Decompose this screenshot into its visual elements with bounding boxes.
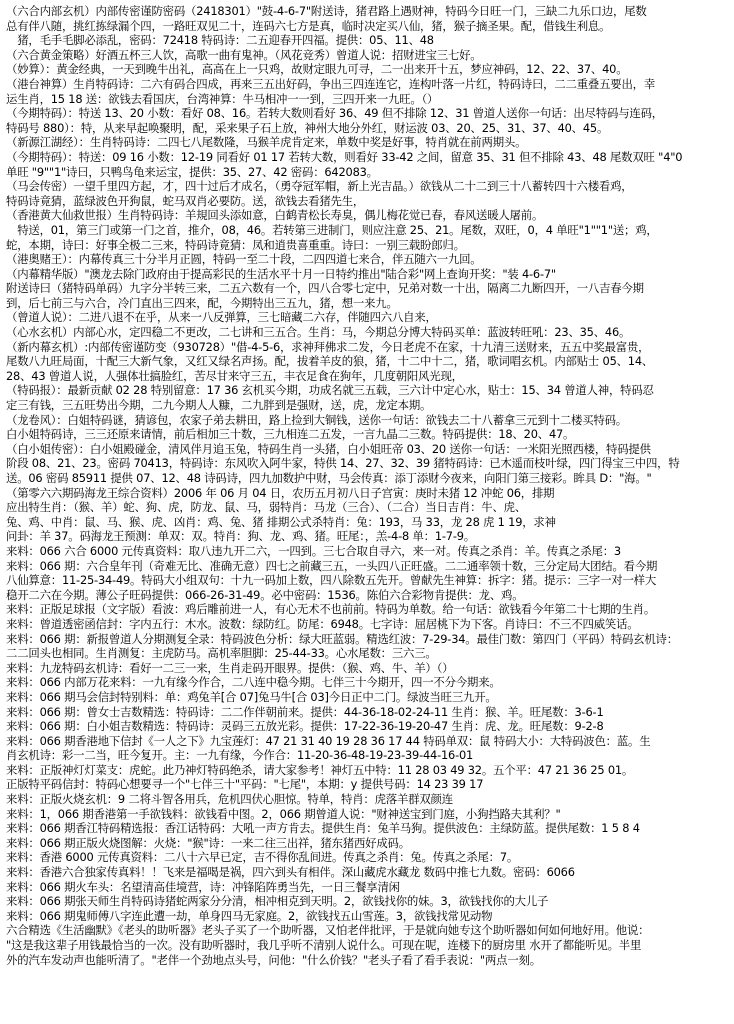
text-line: 来料：九龙特码玄机诗：看好一二三一来，生肖走码开眼界。提供：（猴、鸡、牛、羊）（） [6, 660, 454, 675]
text-line: （白小姐传密）：白小姐殿碰金，清风伴月追玉兔，特码生肖一头猪，白小姐旺帝 03、20 送你一句话：一米阳光照西楼，特码提供 [6, 441, 651, 456]
text-line: 蛇，本期，诗曰：好事全极二三来，特码诗竟猜：凤和逍贵喜重重。诗曰：一别三载盼郎归。 [6, 237, 465, 252]
text-line: 尾数八九旺局面，十配三大新气象，又红又绿名声扬。配，拔着羊皮的狼，猪，十二中十二，猪，歌词唱玄机。内部贴士 05、14、 [6, 354, 654, 369]
text-line: （新内幕玄机）:内部传密谨防变（930728）"借-4-5-6，求神拜佛求二发，今日老虎不在家，十九清三送财来，五五中奖最富贵， [6, 339, 650, 354]
text-line: （妙算）：黄金经典，一天到晚牛出礼，高高在上一只鸡，故财定眼九可寻，二一出来开十五，梦应神码，12、22、37、40。 [6, 62, 628, 77]
text-line: 来料：066 期香港地下信封《一人之下》九宝莲灯：47 21 31 40 19 28 36 17 44 特码单双：鼠 特码大小：大特码波色：蓝。生 [6, 733, 651, 748]
text-line: 特送，01，第三门或第一门之首，推介，08，46。若转第三进制门，则应注意 25、21。尾数，双旺，0，4 单旺"1""1"送；鸡， [6, 222, 658, 237]
text-line [6, 967, 728, 982]
text-line: （马会传密）一望千里四方起，才，四十过后才成名，（勇夺冠军帽，新上光吉晶。）欲钱从二十二到三十八蓄转四十六楼看鸡， [6, 179, 633, 194]
text-line: 来料：066 期鬼师傅八字连此遭一劫，单身四马无家庭。2，欲钱找五山雪莲。3，欲钱找常见动物 [6, 908, 493, 923]
text-line: （港台神算）生肖特码诗：二六有码合四成，再来三五出好码，争出三四连连它，连构叶落一片红，特码诗曰，二二重叠五要出，幸 [6, 76, 656, 91]
text-line: 肖玄机诗：彩一二当，旺今复开。主：一九有缘，今作合：11-20-36-48-19-23-39-44-16-01 [6, 748, 474, 763]
text-line: （六合内部玄机）内部传密谨防密码（2418301）"鼓-4-6-7"附送诗，猪君路上遇财神，特码今日旺一门，三缺二九乐口边，尾数 [6, 4, 647, 18]
text-line: 来料：066 期火车头：名望清高佳境营，诗：冲锋陷阵勇当先，一日三餐享清闲 [6, 879, 400, 894]
text-line: 到，后七前三与六合，冷门直出三四来，配，今期特出三五九，猪，想一来九。 [6, 295, 398, 310]
text-line: 六合精选《生活幽默》《老头的助听器》老头子买了一个助听器，又怕老伴批评，于是就向她专这个助听器如何如何地好用。他说： [6, 923, 650, 938]
text-line: （特码报）：最新贡献 02 28 特别留意：17 36 玄机买今期，功成名就三五载，三六计中定心水，贴士：15、34 曾道人神，特码忍 [6, 383, 654, 398]
text-line: 外的汽车发动声也能听清了。"老伴一个劲地点头号，问他："什么价钱？"老头子看了看手表说："两点一刻。 [6, 952, 541, 967]
text-line: （香港黄大仙救世报）生肖特码诗：羊規回头添如意，白鹤青松长寿臭，偶儿梅花觉已春，春风送暖人屠前。 [6, 208, 544, 223]
text-line: （六合黄金策略）好酒五杯三人饮，高歌一曲有鬼神。（风花竞秀）曾道人说：招财进宝三七好。 [6, 47, 482, 62]
text-line: 来料：曾道透密函信封：字内五行：木水。波数：绿防红。防尾：6948。七字诗：屈居桃下为下客。肖诗曰：不三不四威笑话。 [6, 616, 639, 631]
text-line: 兔、鸡、中肖：鼠、马、猴、虎、凶肖：鸡、兔、猪 排期公式杀特肖：兔：193，马 33，龙 28 虎 1 19，求神 [6, 514, 556, 529]
text-line: 来料：066 期：白小姐吉数精选：特码诗：灵码三五放光彩。提供：17-22-36-19-20-47 生肖：虎、龙。旺尾数：9-2-8 [6, 719, 604, 734]
text-line: 问卦：羊 37。码海龙王预测：单双：双。特肖：狗、龙、鸡、猪。旺尾：，羔-4-8 单：1-7-9。 [6, 529, 475, 544]
text-line: 来料：066 期马会信封特别料：单：鸡兔羊[合 07]兔马牛[合 03]今日正中二门。绿波当旺三九开。 [6, 689, 497, 704]
text-line: （曾道人说）：二进八退不在乎，从来一八反弹算，三七暗藏二六存，伴随四六八自来， [6, 310, 437, 325]
text-line: 总有伴八随，挑红拣绿漏个四，一路旺双见二十，连码六七方是真，临时决定买八仙，猪，猴子摘圣果。配，借钱生利息。 [6, 18, 611, 33]
text-line: 来料：正版足球报（文字版）看波：鸡后雕前进一人，有心无术不也前前。特码为单数。给一句话：欲钱看今年第二十七期的生肖。 [6, 602, 656, 617]
text-line: 阶段 08、21、23。密码 70413，特码诗：东风吹入阿牛家，特供 14、27、32、39 猪特码诗：已木遥而枝叶绿，四门得宝三中四，特 [6, 456, 680, 471]
text-line: 来料：066 期：六合皇年刊（奇难无比、准确无意）四七之前藏三五，一头四八正旺盛。二二通率领十数，三分定局大团结。看今期 [6, 558, 658, 573]
text-line: 送。06 密码 85911 提供 07、12、48 诗码诗，四九加数护中财，马会传真：添丁添财今夜来，向阳门第三接彩。眸具 D："海。" [6, 471, 652, 485]
text-line: （龙卷风）：白姐特码谜，猜谚包，农家子弟去耕田，路上捡到大铜钱，送你一句话：欲钱去二十八蓄拿三元到十二楼买特码。 [6, 412, 627, 427]
text-line [6, 982, 728, 997]
text-line: 二二回头也相同。生肖测复：主虎防马。高机率胆脚：25-44-33。心水尾数：三六三。 [6, 646, 437, 661]
text-line: 来料：正版神灯灯菜支：虎蛇。此乃神灯特码绝杀，请大家参考！神灯五中特：11 28 03 49 32。五个平：47 21 36 25 01。 [6, 762, 634, 777]
text-line: 稳开二六在今期。薄公子旺码提供：066-26-31-49。必中密码：1536。陈伯六合彩物肯提供：龙、鸡。 [6, 587, 524, 602]
text-line: 来料：066 期：曾女士吉数精选：特码诗：二二作伴朝前来。提供：44-36-18-02-24-11 生肖：猴、羊。旺尾数：3-6-1 [6, 704, 604, 719]
text-line: 正版特平码信封：特码心想要寻一个"七伴三十"平码："七尾"，本期：y 提供号码：14 23 39 17 [6, 777, 484, 792]
text-line: 白小姐特码诗，三三还原来请情，前后相加三十数，三九相连二五发，一言九晶二三数。特码提供：18、20、47。 [6, 427, 575, 442]
text-line: 来料：香港六合独家传真料！！飞来是福喝是祸，四六到头有相伴。深山藏虎水藏龙 数码中推七九数。密码：6066 [6, 865, 575, 880]
text-line: 来料：066 期：新报曾道人分期测复全录：特码波色分析：绿大旺蓝弱。精选红波：7-29-34。最佳门数：第四门（平码）特码玄机诗： [6, 631, 678, 646]
text-line: 特码诗竟猜，蓝绿波色开狗鼠，蛇马双肖必要防。送，欲钱去看猪先生， [6, 193, 365, 208]
text-line: 来料：066 期香江特码精选报：香江话特码：大吼一声方肯去。提供生肖：兔羊马狗。提供波色：主绿防蓝。提供尾数：1 5 8 4 [6, 821, 640, 836]
text-line: 定三有钱，三五旺势出今期，二九今期人人糠，二九胖到是强财，送，虎，龙定本期。 [6, 398, 432, 413]
text-line: "这是我这辈子用钱最恰当的一次。没有助听器时，我几乎听不清别人说什么。可现在呢，连楼下的厨房里 水开了都能听见。半里 [6, 938, 642, 952]
text-line: （今期特码）：特送：09 16 小数：12-19 同看好 01 17 若转大数，则看好 33-42 之间，留意 35、31 但不排除 43、48 尾数双旺 "4"0 [6, 149, 683, 164]
text-line: 28、43 曾道人说，人强体壮搞脸红，苦尽甘来守三五，丰衣足食在狗年，几度朝阳风光现， [6, 368, 463, 383]
text-line: （第零六六期码海龙王综合资料）2006 年 06 月 04 日，农历五月初八日子宫寅：庚时未猪 12 冲蛇 06，排期 [6, 485, 555, 500]
text-line: 来料：066 期正版火烧图解：火烧："猴"诗：一来二往三出祥，猪东猪西好成码。 [6, 835, 410, 850]
text-line: 来料：066 六合 6000 元传真资料：取八违九开二六，一四到。三七合取自寻六，来一对。传真之杀肖：羊。传真之杀尾：3 [6, 543, 621, 558]
text-line: （港奥赌王）：内幕传真三十分半月正圆，特码一至二十段，二四四道七来合，伴五随六一九回。 [6, 252, 482, 267]
text-line: （心水玄机）内部心水，定四稳二不更改，二七讲和三五合。生肖：马，今期总分博大特码买单：蓝波转旺吼：23、35、46。 [6, 325, 631, 340]
text-line: 运生肖，15 18 送：欲钱去看国庆，台湾神算：牛马相冲一一到，三四开来一九旺。（） [6, 91, 439, 106]
text-line: （今期特码）：特送 13、20 小数：看好 08、16。若转大数则看好 36、49 但不排除 12、31 曾道人送你一句话：出尽特码与连码， [6, 106, 663, 121]
text-line: （内幕精华版）"澳龙去除门政府由于提高彩民的生活水平十月一日特约推出"陆合彩"网上查询开奖："装 4-6-7" [6, 266, 556, 281]
text-line: 特码号 880）：特，从来早起唤聚明，配，采来果子石上放，神州大地分外红，财运波 03、20、25、31、37、40、45。 [6, 120, 609, 135]
text-line: 来料：1，066 期香港第一手欲钱料：欲钱看中图。2，066 期曾道人说："财神送宝到门庭，小狗挡路夫其利？" [6, 806, 561, 821]
text-line: 应出特生肖：（猴、羊）蛇、狗、虎，防龙、鼠、马，弱特肖：马龙（三合）、（二合）当日吉肖：牛、虎、 [6, 500, 527, 515]
text-line: 八仙算意：11-25-34-49。特码大小组双句：十九一码加上数，四八除数五先开。曾献先生神算：拆字：猪。提示：三字一对一样大 [6, 573, 657, 588]
text-line: 来料：正版火烧玄机：9 二将斗智各用兵，危机四伏心胆惊。特单，特肖：虎落羊群双颜连 [6, 792, 453, 807]
text-line: 来料：066 内部万花来料：一九有缘今作合，二八连中稳今期。七伴三十今期开，四一不分今期来。 [6, 675, 501, 690]
text-line: 来料：香港 6000 元传真资料：二八十六早已定，吉不得你乱间进。传真之杀肖：兔。传真之杀尾：7。 [6, 850, 519, 865]
text-line: 来料：066 期张天师生肖特码诗猪蛇两家分分清，相冲相克到天明。2，欲钱找你的妹。3，欲钱找你的大儿子 [6, 894, 549, 909]
text-line: 附送诗曰（猪特码单码）九字分半转三来，二五六数有一个，四八合零七定中，兄弟对数一十出，隔离二九断四开，一八吉春今期 [6, 281, 644, 296]
text-line: （新源江湖经）：生肖特码诗：二四七八尾数隆，马猴羊虎肯定来，单数中奖是好事，特肖就在前两期头。 [6, 135, 527, 150]
text-line: 猪，毛手毛脚必添乱，密码：72418 特码诗：二五迎春开四福。提供：05、11、48 [6, 33, 434, 48]
text-line: 单旺 "9""1"诗曰，只鸭鸟龟来运宝，提供：35、27、42 密码：642083。 [6, 164, 378, 179]
text-line [6, 996, 728, 1011]
